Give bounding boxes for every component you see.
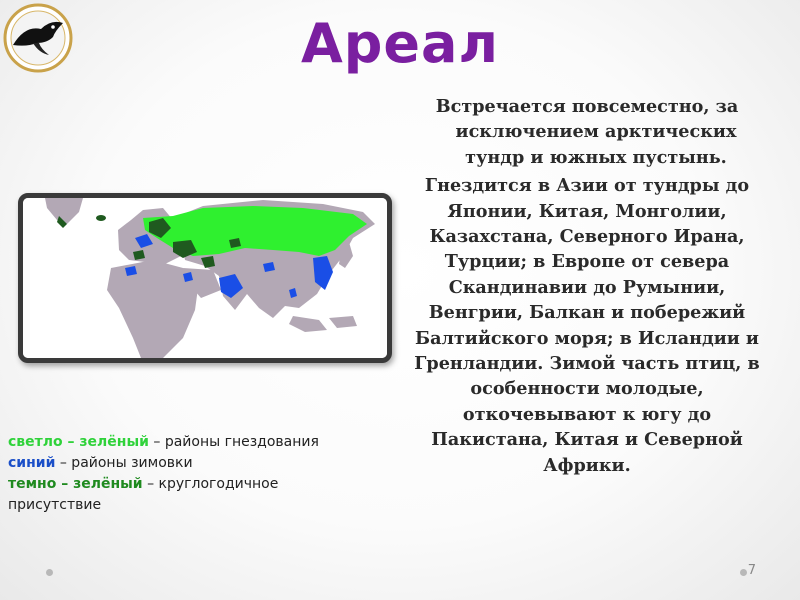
resident-iceland (96, 215, 106, 221)
legend-text-resident: – круглогодичное (142, 476, 279, 492)
range-map (18, 193, 392, 363)
paragraph-nesting: Гнездится в Азии от тундры до Японии, Китая, Монголии, Казахстана, Северного Ирана, Турции; в Европе от севера Скандинавии до Румынии, Венгрии, Балкан и побережий Балтийского моря; в Исландии и Гренландии. Зимой часть птиц, в особенности молодые, откочевывают к югу до Пакистана, Китая и Северной Африки. (414, 175, 760, 476)
decorative-dot-left (46, 569, 53, 576)
legend-text-wintering: – районы зимовки (55, 455, 193, 471)
body-text (408, 94, 766, 478)
decorative-dot-right (740, 569, 747, 576)
paragraph-distribution: Встречается повсеместно, за исключением арктических тундр и южных пустынь. (435, 96, 739, 168)
legend-row-wintering (8, 453, 388, 474)
slide-title: Ареал (300, 12, 500, 75)
range-map-graphic (23, 198, 387, 358)
legend-text-resident-cont: присутствие (8, 497, 102, 513)
legend-key-blue: синий (8, 455, 56, 471)
legend-row-resident (8, 474, 388, 495)
legend-key-light-green: светло – зелёный (8, 434, 149, 450)
map-legend (8, 432, 388, 516)
legend-key-dark-green: темно – зелёный (8, 476, 143, 492)
legend-row-breeding (8, 432, 388, 453)
legend-text-breeding: – районы гнездования (148, 434, 319, 450)
slide-number: 7 (747, 563, 756, 578)
